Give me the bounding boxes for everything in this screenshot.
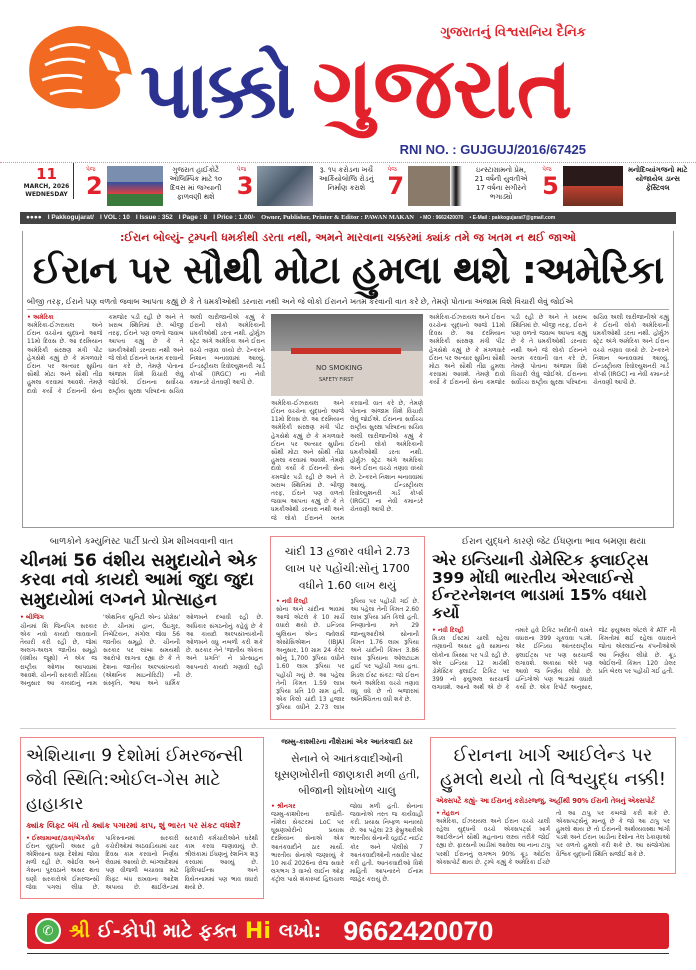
lead-body-text: અમેરિકા-ઈઝરાયલ અને ઈરાન વચ્ચેના યુદ્ધનો આજે 11મો દિવસ છે. આ દરમિયાન અમેરિકી સંરક્ષણ મંત્રી પીટ હેગસેથે કહ્યું છે કે મંગળવારે ઈરાન પર અત્યાર સુધીના સૌથી મોટા અને સૌથી તીવ્ર હુમલા કરવામાં આવશે. તેમણે દાવો કર્યો કે ઈરાનની સેના કમજોર પડી રહી છે અને તે ખરાબ સ્થિતિમાં છે. બીજી તરફ, ઈરાને પણ વળતો જવાબ આપતા કહ્યું છે કે તે ધમકીઓથી ડરનારા નથી અને જે લોકો ઈરાનને ખતમ કરવાની વાત કરે છે, તેમણે પોતાના અંજામ વિશે વિચારી લેવું જોઈએ. ઈરાનના સર્વોચ્ચ રાષ્ટ્રીય સુરક્ષા પરિષદના સચિવ અલી લારીજાનીએ કહ્યું કે ઈરાની લોકો અમેરિકાની ધમકીઓથી ડરતા નથી. હોર્મુઝ સ્ટ્રેટ અંગે અમેરિકા અને ઈરાન વચ્ચે તણાવ વધ્યો છે. ટેન્કરને નિશાન બનાવવામાં આવ્યું. ઈન્ડસ્ટ્રીયલ રિવોલ્યુશનરી ગાર્ડ કોર્પ્સ (IRGC) ના નેવી કમાન્ડરે ચેતવણી આપી છે. <box>27 313 265 395</box>
lead-body-under-photo <box>271 400 423 523</box>
asia-body <box>26 835 258 892</box>
china-story <box>20 536 263 688</box>
owner: Owner, Publisher, Printer & Editor : PAWAN MAKAN <box>261 214 414 221</box>
jammu-story <box>271 737 423 885</box>
page-number: 2 <box>86 172 103 200</box>
lead-dateline: • અમેરિકા <box>27 313 54 321</box>
whatsapp-icon: ✆ <box>35 918 61 944</box>
page-label: પેજ <box>236 166 247 173</box>
china-kicker: બાળકોને કમ્યુનિસ્ટ પાર્ટી પ્રત્યે પ્રેમ શીખવવાની વાત <box>49 536 234 547</box>
page-label: પેજ <box>542 166 552 173</box>
asia-dateline: • ઈસ્લામાબાદ/ઢાકા/બેંગકોક <box>26 834 95 842</box>
lead-body-text: અમેરિકા-ઈઝરાયલ અને ઈરાન વચ્ચેના યુદ્ધનો આજે 11મો દિવસ છે. આ દરમિયાન અમેરિકી સંરક્ષણ મંત્રી પીટ હેગસેથે કહ્યું છે કે મંગળવારે ઈરાન પર અત્યાર સુધીના સૌથી મોટા અને સૌથી તીવ્ર હુમલા કરવામાં આવશે. તેમણે દાવો કર્યો કે ઈરાનની સેના કમજોર પડી રહી છે અને તે ખરાબ સ્થિતિમાં છે. બીજી તરફ, ઈરાને પણ વળતો જવાબ આપતા કહ્યું છે કે તે ધમકીઓથી ડરનારા નથી અને જે લોકો ઈરાનને ખતમ કરવાની વાત કરે છે, તેમણે પોતાના અંજામ વિશે વિચારી લેવું જોઈએ. ઈરાનના સર્વોચ્ચ રાષ્ટ્રીય સુરક્ષા પરિષદના સચિવ અલી લારીજાનીએ કહ્યું કે ઈરાની લોકો અમેરિકાની ધમકીઓથી ડરતા નથી. હોર્મુઝ સ્ટ્રેટ અંગે અમેરિકા અને ઈરાન વચ્ચે તણાવ વધ્યો છે. ટેન્કરને નિશાન બનાવવામાં આવ્યું. ઈન્ડસ્ટ્રીયલ રિવોલ્યુશનરી ગાર્ડ કોર્પ્સ (IRGC) ના નેવી કમાન્ડરે ચેતવણી આપી છે. <box>271 399 423 522</box>
masthead-title-part2: ગુજરાત <box>311 39 573 137</box>
ecopy-banner[interactable] <box>27 913 669 949</box>
date-month-year: MARCH, 2026 <box>23 183 70 190</box>
photo-sign-no-smoking: NO SMOKING <box>316 363 363 372</box>
date-weekday: WEDNESDAY <box>25 191 68 198</box>
masthead-title <box>140 39 573 137</box>
masthead <box>0 0 696 160</box>
jammu-dateline: • શ્રીનગર <box>271 802 296 810</box>
gold-body <box>276 598 419 713</box>
teaser-strip <box>0 162 696 206</box>
teaser-text: રૂ. ૧૫ કરોડના ખર્ચે આર્કિયોલોજિ રોડનું નિર્માણ કરાશે <box>319 166 374 192</box>
lead-subhead: બીજી તરફ, ઈરાને પણ વળતો જવાબ આપતા કહ્યું છે કે તે ધમકીઓથી ડરનારા નથી અને જે લોકો ઈરાનને ખતમ કરવાની વાત કરે છે, તેમણે પોતાના અંજામ વિશે વિચારી લેવું જોઈએ <box>27 297 669 310</box>
email[interactable]: • E-Mail : pakkogujarat7@gmail.com <box>469 215 556 221</box>
china-dateline: • બીજિંગ <box>20 614 44 622</box>
date-day: 11 <box>36 165 57 183</box>
masthead-tagline: ગુજરાતનું વિશ્વસનિય દૈનિક <box>440 25 586 40</box>
issue: I Issue : 352 <box>135 214 173 221</box>
banner-text2: લખો: <box>278 920 322 942</box>
lead-body-left <box>27 314 265 396</box>
photo-sign-safety-first: SAFETY FIRST <box>319 376 354 383</box>
airindia-headline: એર ઇન્ડિયાની ડોમેસ્ટિક ફ્લાઈટ્સ 399 મોંઘી ભારતીય એરલાઈન્સે ઈન્ટરનેશનલ ભાડામાં 15% વધારો કર્યો <box>432 550 649 623</box>
teaser-thumbnail <box>408 166 468 206</box>
airindia-dateline: • નવી દિલ્હી <box>432 626 464 634</box>
teaser-thumbnail <box>107 166 163 206</box>
lead-headline: ઈરાન પર સૌથી મોટા હુમલા થશે :અમેરિકા <box>32 248 664 292</box>
social-handle[interactable]: I Pakkogujarat/ <box>47 214 94 221</box>
banner-phone[interactable]: 9662420070 <box>343 915 494 946</box>
volume: I VOL : 10 <box>99 214 130 221</box>
teaser-thumbnail <box>563 166 623 206</box>
rni-number: RNI NO. : GUJGUJ/2016/67425 <box>399 142 586 157</box>
lead-kicker: :ઈરાન બોલ્યું- ટ્રમ્પની ધમકીથી ડરતા નથી, અમને મારવાના ચક્કરમાં ક્યાંક તમે જ ખતમ ન થઈ જાઓ <box>68 231 628 245</box>
jammu-headline: સેનાને બે આતંકવાદીઓની ઘૂસણખોરીની જાણકારી મળી હતી, બીજાની શોધખોળ ચાલુ <box>274 752 420 797</box>
asia-subhead: ક્યાંક લિફ્ટ બંધ તો ક્યાંક પગારમાં કાપ, શું ભારત પર સંકટ વધશે? <box>26 820 241 830</box>
airindia-kicker: ઈરાન યુદ્ધને કારણે જેટ ઈંધણના ભાવ બમણા થયા <box>461 536 647 547</box>
lead-photo-ship <box>271 314 423 396</box>
masthead-title-part1: પાક્કો <box>140 46 294 136</box>
jammu-body <box>271 803 423 885</box>
page-number: 3 <box>236 172 254 200</box>
kharg-subhead: એક્સપર્ટે કહ્યું- આ ઈરાનનું કરોડરજ્જુ, અહીંથી 90% ઈરાની તેલનું એક્સપોર્ટ <box>436 796 655 805</box>
lion-logo <box>20 20 135 115</box>
gold-silver-box <box>270 536 425 720</box>
page-label: પેજ <box>387 166 397 173</box>
lead-body-right <box>429 314 669 388</box>
teaser-page-7[interactable] <box>387 163 530 206</box>
banner-shri: શ્રી <box>69 920 90 942</box>
mobile: • MO : 9662420070 <box>419 215 464 221</box>
jammu-body-text: જમ્મુ-કાશ્મીરના રાજૌરી-નૌશેરા સેક્ટરમાં LoC પર ઘૂસણખોરીનો પ્રયાસ દરમિયાન સેનાએ એક આતંકવાદીને ઠાર માર્યો. ભારતીય સેનાએ જણાવ્યું કે 10 માર્ચ 2026ના રોજ સવારે લગભગ 3 વાગ્યે લાઈન ઓફ કંટ્રોલ પાસે શંકાસ્પદ હિલચાલ જોવા મળી હતી. સેનાના જવાનોએ તરત જ કાર્યવાહી કરી. પ્રયાસ નિષ્ફળ બનાવ્યો છે. આ પહેલા 23 ફેબ્રુઆરીએ ભારતીય સેનાની વ્હાઈટ નાઈટ કોર અને પોલીસે 7 આતંકવાદીઓની તસવીર પોસ્ટ કરી હતી. આતંકવાદીઓ વિશે માહિતી આપનારને ઈનામ જાહેર કરાયું છે. <box>271 802 424 884</box>
asia-box <box>20 737 264 899</box>
airindia-story <box>432 536 676 693</box>
page-count: I Page : 8 <box>178 214 208 221</box>
info-bar <box>20 212 676 224</box>
banner-hi: Hi <box>244 918 271 944</box>
banner-text: ઈ-કોપી માટે ફક્ત <box>97 920 237 942</box>
kharg-body <box>436 810 670 867</box>
page-number: 7 <box>387 172 405 200</box>
teaser-page-3[interactable] <box>237 163 376 206</box>
price: I Price : 1.00/- <box>213 214 256 221</box>
lead-story-box <box>22 231 674 528</box>
gold-body-text: સોના અને ચાંદીના ભાવમાં આજે એટલે કે 10 માર્ચે વધારો થયો છે. ઇન્ડિયા બુલિયન એન્ડ જ્વેલર્સ એસોસિએશન (IBJA) અનુસાર, 10 ગ્રામ 24 કેરેટ સોનું 1,700 રૂપિયા વધીને 1.60 લાખ રૂપિયા પર પહોંચી ગયું છે. આ પહેલા તેની કિંમત 1.59 લાખ રૂપિયા પ્રતિ 10 ગ્રામ હતી. એક કિલો ચાંદી 13 હજાર રૂપિયા વધીને 2.73 લાખ રૂપિયા પર પહોંચી ગઈ છે. આ પહેલા તેની કિંમત 2.60 લાખ રૂપિયા પ્રતિ કિલો હતી. નિષ્ણાતોના મતે 29 જાન્યુઆરીએ સોનાની કિંમત 1.76 લાખ રૂપિયા અને ચાંદીની કિંમત 3.86 લાખ રૂપિયાના ઓલટાઇમ હાઈ પર પહોંચી ગયા હતા. મિડલ ઈસ્ટ સંકટ: જો ઈરાન અને અમેરિકા વચ્ચે તણાવ વધુ વધે છે તો બજારમાં અનિશ્ચિતતા વધી શકે છે. <box>276 597 419 712</box>
section-lower <box>20 737 676 899</box>
china-body <box>20 614 263 688</box>
kharg-dateline: • તેહરાન <box>436 809 460 817</box>
date-box <box>20 163 74 199</box>
lead-body-text: અમેરિકા-ઈઝરાયલ અને ઈરાન વચ્ચેના યુદ્ધનો આજે 11મો દિવસ છે. આ દરમિયાન અમેરિકી સંરક્ષણ મંત્રી પીટ હેગસેથે કહ્યું છે કે મંગળવારે ઈરાન પર અત્યાર સુધીના સૌથી મોટા અને સૌથી તીવ્ર હુમલા કરવામાં આવશે. તેમણે દાવો કર્યો કે ઈરાનની સેના કમજોર પડી રહી છે અને તે ખરાબ સ્થિતિમાં છે. બીજી તરફ, ઈરાને પણ વળતો જવાબ આપતા કહ્યું છે કે તે ધમકીઓથી ડરનારા નથી અને જે લોકો ઈરાનને ખતમ કરવાની વાત કરે છે, તેમણે પોતાના અંજામ વિશે વિચારી લેવું જોઈએ. ઈરાનના સર્વોચ્ચ રાષ્ટ્રીય સુરક્ષા પરિષદના સચિવ અલી લારીજાનીએ કહ્યું કે ઈરાની લોકો અમેરિકાની ધમકીઓથી ડરતા નથી. હોર્મુઝ સ્ટ્રેટ અંગે અમેરિકા અને ઈરાન વચ્ચે તણાવ વધ્યો છે. ટેન્કરને નિશાન બનાવવામાં આવ્યું. ઈન્ડસ્ટ્રીયલ રિવોલ્યુશનરી ગાર્ડ કોર્પ્સ (IRGC) ના નેવી કમાન્ડરે ચેતવણી આપી છે. <box>429 313 669 387</box>
kharg-body-text: અમેરિકા, ઈઝરાયલ અને ઈરાન વચ્ચે ચાલી રહેલા યુદ્ધની વચ્ચે એક્સપર્ટ્સ ખાર્ગ આઈલેન્ડને સૌથી મહત્વના લક્ષ્ય તરીકે જોઈ રહ્યા છે. ફારસની ખાડીમાં આવેલા આ નાના ટાપુ પરથી ઈરાનનું લગભગ 90% ક્રૂડ ઓઈલ એક્સપોર્ટ થાય છે. ટ્રમ્પે કહ્યું કે અમેરિકા ઈચ્છે તો આ ટાપુ પર કબજો કરી શકે છે. એક્સપર્ટ્સનું માનવું છે કે જો આ ટાપુ પર હુમલો થાય છે તો ઈરાનની અર્થવ્યવસ્થા ભાંગી પડશે અને ઈરાન ખાડીના દેશોના તેલ ઠેકાણાઓ પર વળતો હુમલો કરી શકે છે. આ સંજોગોમાં વૈશ્વિક યુદ્ધની સ્થિતિ સર્જાઈ શકે છે. <box>436 809 670 866</box>
jammu-kicker: જમ્મુ-કાશ્મીરના નૌશેરામાં એક આતંકવાદી ઠાર <box>281 737 413 746</box>
page-label: પેજ <box>86 166 96 173</box>
airindia-body <box>432 627 676 693</box>
kharg-headline: ઈરાનના ખાર્ગ આઈલેન્ડ પર હુમલો થયો તો વિશ્વયુદ્ધ નક્કી! <box>439 744 667 790</box>
airindia-body-text: મિડલ ઈસ્ટમાં ચાલી રહેલા તણાવની અસર હવે સામાન્ય લોકોના ખિસ્સા પર પડી રહી છે. એર ઇન્ડિયા 12 માર્ચથી ડોમેસ્ટિક ફ્લાઈટ ટિકિટ પર 399 નો ફ્યુઅલ સરચાર્જ લગાવશે. આનો અર્થ એ છે કે તમારે હવે ટિકિટ ખરીદતી વખતે વધારાના 399 ચૂકવવા પડશે. એર ઈન્ડિયા આંતરરાષ્ટ્રીય ફ્લાઈટ્સ પર પણ સરચાર્જ લગાવશે. અકાસા એરે પણ આવો જ નિર્ણય લીધો છે. ઇન્ડિગોએ પણ ભાડામાં વધારો કર્યો છે. એક રિપોર્ટ અનુસાર, જેટ ફ્યુઅલ એટલે કે ATF ની કિંમતોમાં થઈ રહેલા વધારાને જોતા એરલાઈન્સ કંપનીઓએ આ નિર્ણય લીધો છે. ક્રૂડ ઓઈલની કિંમત 120 ડોલર પ્રતિ બેરલ પર પહોંચી ગઈ હતી. <box>432 626 676 692</box>
social-icons: ●●●● <box>26 214 42 221</box>
gold-headline: ચાંદી 13 હજાર વધીને 2.73 લાખ પર પહોંચી:સોનું 1700 વધીને 1.60 લાખ થયું <box>284 544 411 592</box>
teaser-text: મનોદિવ્યાંગજનો માટે યોજાયેલ ડાન્સ ફેસ્ટિવલ <box>628 166 688 192</box>
section-middle <box>20 536 676 720</box>
china-headline: ચીનમાં 56 વંશીય સમુદાયોને એક કરવા નવો કાયદો આમાં જુદા જુદા સમુદાયોમાં લગ્નને પ્રોત્સાહન <box>20 550 258 610</box>
teaser-page-5[interactable] <box>542 163 689 206</box>
kharg-box <box>430 737 676 874</box>
teaser-page-2[interactable] <box>86 163 225 206</box>
china-body-text: ચીનમાં શિ જિનપિંગ સરકાર એક નવો કાયદો લાવવાની તૈયારી કરી રહી છે, જેમાં અલગ-અલગ જાતીય સમૂહો (વંશીય જૂથો) ને એક જ રાષ્ટ્રીય ઓળખ આપવામાં આવશે. ચીનની સરકારી મીડિયા અનુસાર આ કાયદાનું નામ 'એથનિક યુનિટી એન્ડ પ્રોગ્રેસ' છે. ચીનમાં હાન, ઉઇગુર, તિબેટિયન, મંગોલ જેવા 56 જાતીય સમૂહો છે. ચીનની સરકાર પર લાંબા સમયથી આરોપો લાગતા રહ્યા છે કે તે દેશના જાતીય અલ્પસંખ્યકો (એથનિક માઇનોરિટી) ની સંસ્કૃતિ, ભાષા અને ધાર્મિક ઓળખને દબાવી રહી છે. અધિકાર સંગઠનોનું કહેવું છે કે આ કાયદો અલ્પસંખ્યકોની ઓળખને વધુ નબળી કરી શકે છે. સરકાર તેને 'જાતીય એકતા અને પ્રગતિ' ને પ્રોત્સાહન આપનારો કાયદો ગણાવી રહી છે. <box>20 614 263 687</box>
page-number: 5 <box>542 172 559 200</box>
asia-headline: એશિયાના 9 દેશોમાં ઈમરજન્સી જેવી સ્થિતિ:ઓઈલ-ગેસ માટે હાહાકાર <box>26 745 244 814</box>
teaser-thumbnail <box>257 166 313 206</box>
asia-body-text: ઈરાન યુદ્ધની અસર હવે એશિયાના ઘણા દેશોમાં જોવા મળી રહી છે. ઓઈલ અને ગેસના પુરવઠાને અસર થતા ઘણી સરકારોએ ઈમરજન્સી જેવા પગલાં લીધા છે. પાકિસ્તાનમાં સરકારી કચેરીઓમાં અઠવાડિયામાં ચાર દિવસ કામ કરવાનો નિર્ણય લેવામાં આવ્યો છે. બાંગ્લાદેશમાં પણ વીજળી બચાવવા માટે લિફ્ટ બંધ રાખવાના આદેશ અપાયા છે. થાઈલેન્ડમાં સરકારી કર્મચારીઓને ઘરેથી કામ કરવા જણાવાયું છે. શ્રીલંકામાં ઈંધણનું રેશનિંગ શરૂ કરવામાં આવ્યું છે. ફિલિપાઈન્સ અને વિયેતનામમાં પણ ભાવ વધારો થયો છે. <box>26 834 258 891</box>
teaser-text: ઇન્સ્ટાગ્રામનો પ્રેમ, 21 વર્ષની યુવતીએ 17 વર્ષના સગીરને ભગાડ્યો <box>474 166 528 201</box>
gold-dateline: • નવી દિલ્હી <box>276 597 308 605</box>
teaser-text: ગુજરાત હાઈકોર્ટે ઓલિમ્પિક માટે ૧૦ દિવસ માં જગ્યાની ફાળવણી થશે <box>169 166 223 201</box>
